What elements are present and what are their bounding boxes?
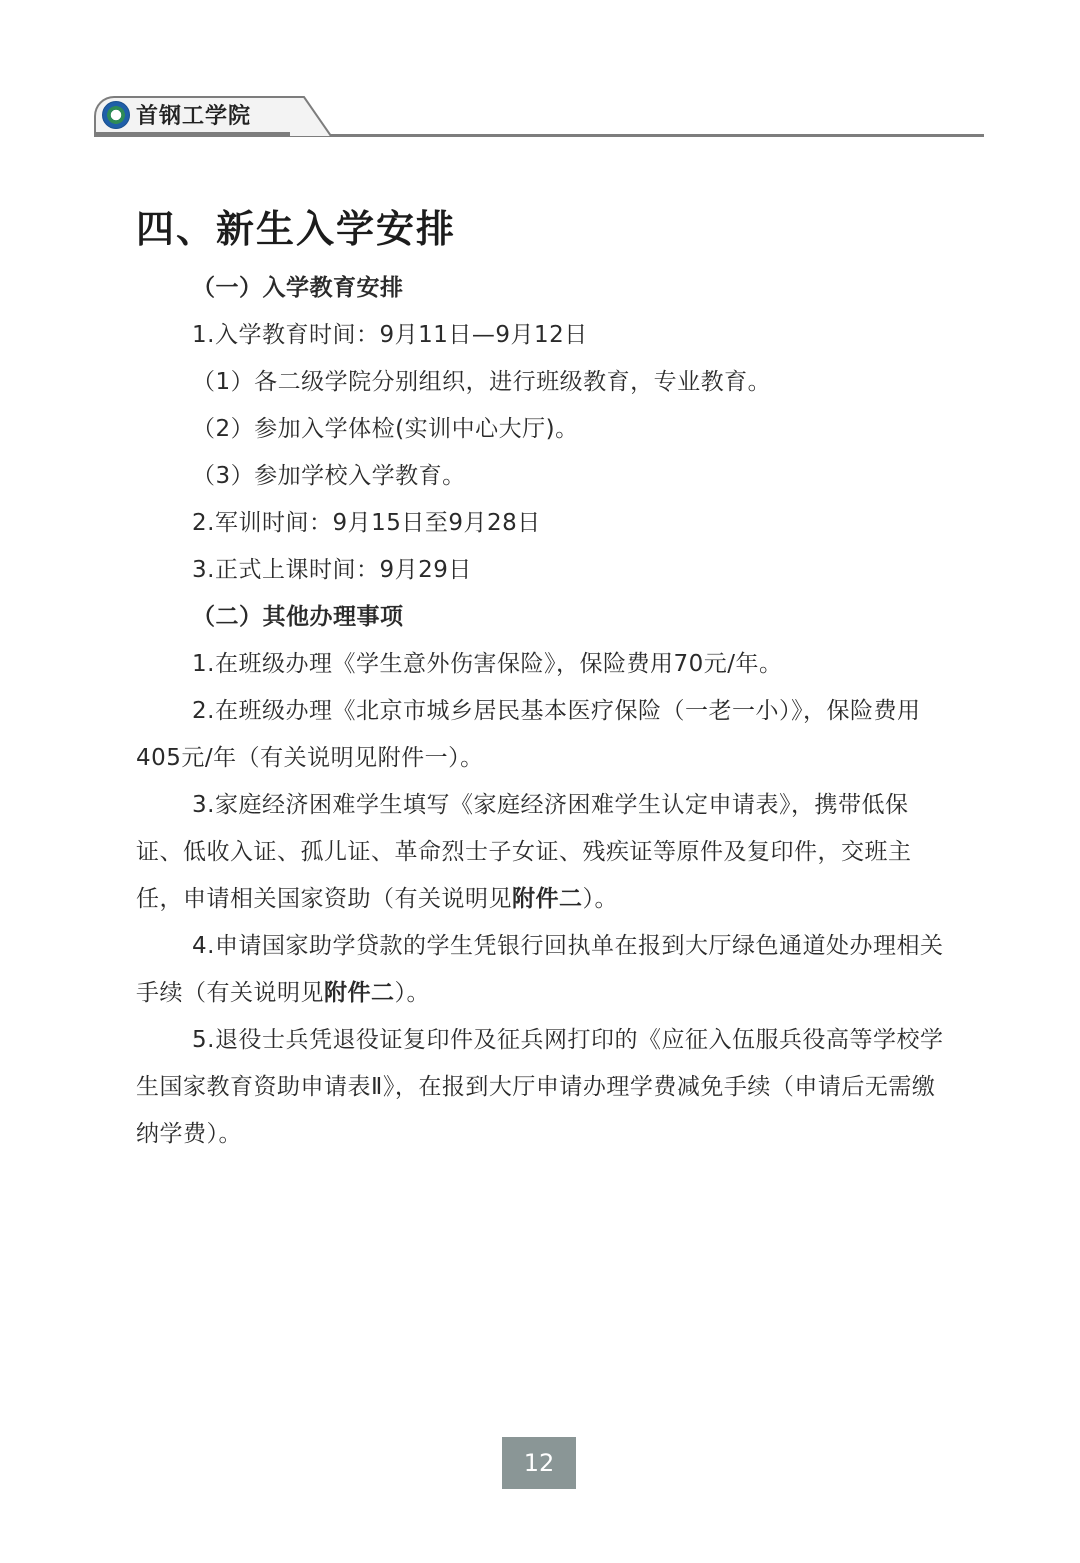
list-item: 5.退役士兵凭退役证复印件及征兵网打印的《应征入伍服兵役高等学校学生国家教育资助申请表Ⅱ》，在报到大厅申请办理学费减免手续（申请后无需缴纳学费）。	[136, 1027, 944, 1147]
list-item: （3）参加学校入学教育。	[192, 463, 466, 489]
item-text: 4.申请国家助学贷款的学生凭银行回执单在报到大厅绿色通道处办理相关手续（有关说明见	[136, 933, 944, 1006]
school-emblem-icon	[102, 101, 130, 129]
header-tab-slant	[290, 96, 400, 140]
section-heading-2: （二）其他办理事项	[192, 604, 404, 630]
list-item: （1）各二级学院分别组织，进行班级教育，专业教育。	[192, 369, 772, 395]
list-item: 3.正式上课时间：9月29日	[192, 557, 472, 583]
item-text: ）。	[582, 886, 618, 912]
list-item	[136, 782, 946, 923]
document-body	[136, 265, 946, 1158]
page-header	[94, 96, 984, 140]
list-item: 1.在班级办理《学生意外伤害保险》，保险费用70元/年。	[192, 651, 783, 677]
list-item: 2.在班级办理《北京市城乡居民基本医疗保险（一老一小）》，保险费用405元/年（有关说明见附件一）。	[136, 698, 921, 771]
page-title: 四、新生入学安排	[136, 207, 457, 251]
section-heading-1: （一）入学教育安排	[192, 275, 404, 301]
header-rule	[94, 134, 984, 137]
attachment-reference: 附件二	[324, 980, 395, 1006]
page-number: 12	[502, 1437, 576, 1489]
list-item: 2.军训时间：9月15日至9月28日	[192, 510, 541, 536]
school-name: 首钢工学院	[136, 103, 252, 129]
list-item: 1.入学教育时间：9月11日—9月12日	[192, 322, 588, 348]
attachment-reference: 附件二	[512, 886, 583, 912]
item-text: ）。	[394, 980, 430, 1006]
list-item: （2）参加入学体检(实训中心大厅)。	[192, 416, 579, 442]
item-text: 3.家庭经济困难学生填写《家庭经济困难学生认定申请表》，携带低保证、低收入证、孤儿证、革命烈士子女证、残疾证等原件及复印件，交班主任，申请相关国家资助（有关说明见	[136, 792, 912, 912]
list-item	[136, 923, 946, 1017]
